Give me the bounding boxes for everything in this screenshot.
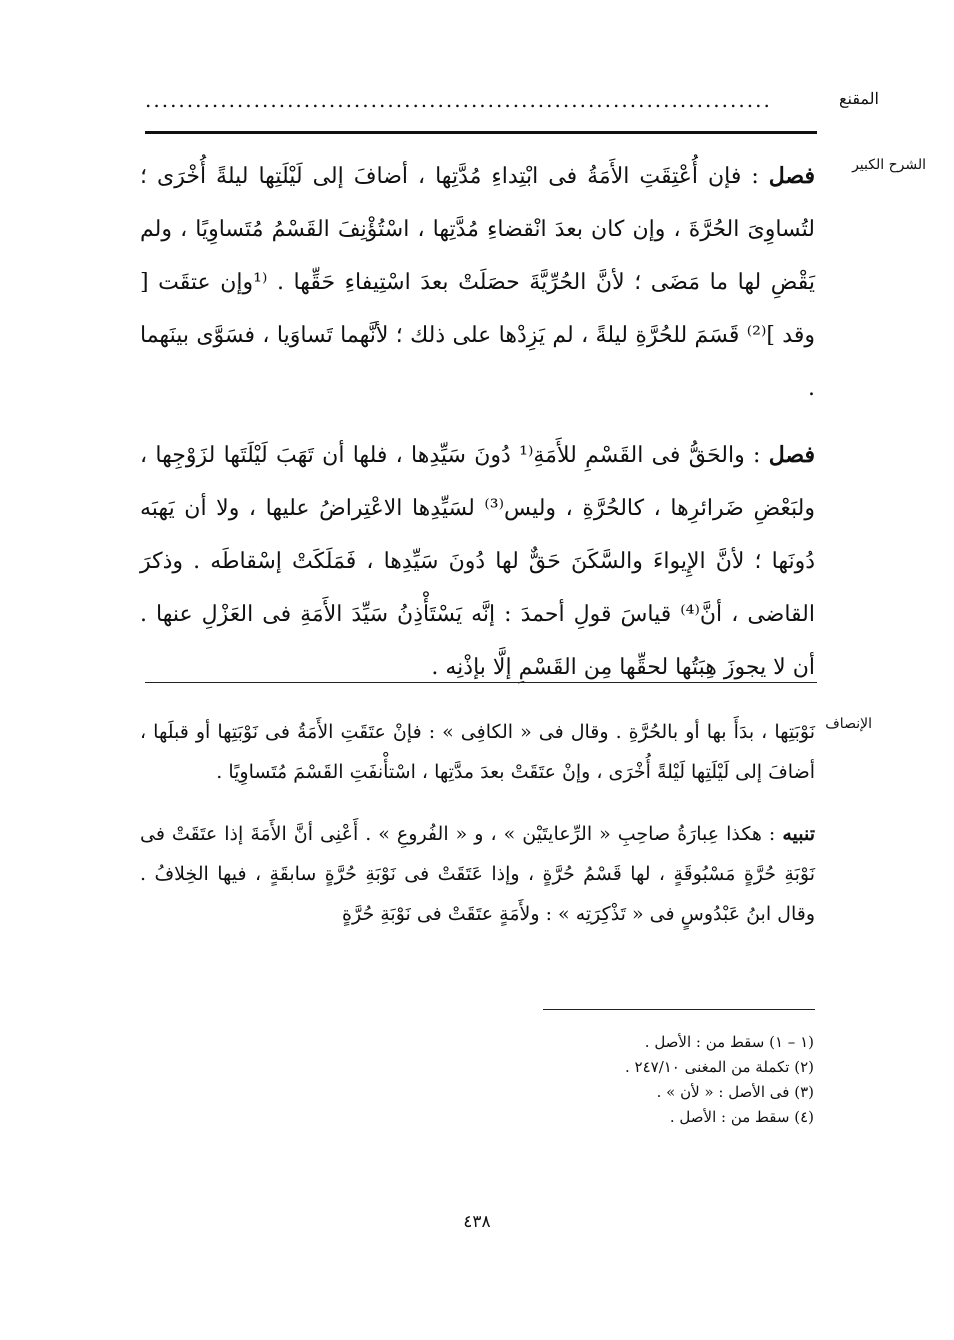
footnote-2: (٢) تكملة من المغنى ٢٤٧/١٠ . — [624, 1058, 814, 1076]
section-label-insaf: الإنصاف — [825, 716, 872, 732]
book-title: المقنع — [838, 89, 879, 108]
header-rule — [145, 131, 817, 134]
insaf-paragraph-1: نَوْبَتِها ، بدَأَ بها أو بالحُرَّةِ . وقال فى « الكافِى » : فإنْ عتَقَتِ الأَمَةُ فى نَوْبَتِها أو قبلَها ، أضافَ إلى لَيْلَتِها لَيْلةً أُخْرَى ، وإنْ عتَقَتْ بعدَ مدَّتِها ، اسْتأْنفَتِ القَسْمَ مُتَساوِيًا . — [140, 721, 815, 783]
tanbih-heading: تنبيه — [782, 823, 815, 845]
paragraph-1 — [140, 150, 815, 415]
paragraph-2 — [140, 429, 815, 694]
section-label-sharh: الشرح الكبير — [852, 157, 926, 173]
fasl-heading-2: فصل — [768, 442, 816, 468]
footnote-3: (٣) فى الأصل : « لأن » . — [656, 1083, 814, 1101]
footnotes — [414, 1030, 814, 1130]
fasl-heading-1: فصل — [768, 163, 815, 189]
footnote-rule — [543, 1009, 815, 1010]
page-number: ٤٣٨ — [463, 1212, 491, 1232]
footnote-1: (١ – ١) سقط من : الأصل . — [644, 1033, 814, 1051]
section-divider — [145, 682, 817, 683]
insaf-paragraph-2-body: : هكذا عِبارَةُ صاحِبِ « الرِّعايتَيْن » ، و « الفُروعِ » . أَعْنِى أنَّ الأَمَةَ إذا عتَقَتْ فى نَوْبَةِ حُرَّةٍ مَسْبُوقَةٍ ، لها قَسْمُ حُرَّةٍ ، وإذا عَتَقَتْ فى نَوْبَةِ حُرَّةٍ سابقَةٍ ، فيها الخِلافُ . وقال ابنُ عَبْدُوسٍ فى « تَذْكِرَتِه » : ولأَمَةٍ عتَقَتْ فى نَوْبَةِ حُرَّةٍ — [140, 823, 815, 925]
paragraph-2-body: : والحَقُّ فى القَسْمِ للأَمَةِ⁽¹ دُونَ سَيِّدِها ، فلها أن تَهَبَ لَيْلَتَها لزَوْجِها ، ولبَعْضِ ضَرائرِها ، كالحُرَّةِ ، وليس⁽³⁾ لسَيِّدِها الاعْتِراضُ عليها ، ولا أن يَهبَه دُونَها ؛ لأنَّ الإِيواءَ والسَّكَنَ حَقٌّ لها دُونَ سَيِّدِها ، فَمَلَكَتْ إسْقاطَه . وذكرَ القاضى ، أنَّ⁽⁴⁾ قياسَ قولِ أحمدَ : إنَّه يَسْتَأْذِنُ سَيِّدَ الأَمَةِ فى العَزْلِ عنها . أن لا يجوزَ هِبَتُها لحقِّها مِن القَسْمِ إلَّا بإذْنِه . — [140, 443, 815, 680]
footnote-4: (٤) سقط من : الأصل . — [669, 1108, 814, 1126]
paragraph-1-body: : فإن أُعْتِقَتِ الأَمَةُ فى ابْتِداءِ مُدَّتِها ، أضافَ إلى لَيْلَتِها ليلةً أُخْرَى ؛ لتُساوِىَ الحُرَّةَ ، وإن كان بعدَ انْقضاءِ مُدَّتِها ، اسْتُؤْنِفَ القَسْمُ مُتَساوِيًا ، ولم يَقْضِ لها ما مَضَى ؛ لأنَّ الحُرِّيَّةَ حصَلَتْ بعدَ اسْتِيفاءِ حَقِّها . ⁽¹وإن عتقَت [ وقد ]⁽²⁾ قَسَمَ للحُرَّةِ ليلةً ، لم يَزِدْها على ذلك ؛ لأنَّهما تَساوَيا ، فسَوَّى بينَهما . — [140, 164, 815, 401]
insaf-text-block — [140, 712, 815, 934]
sharh-text-block — [140, 150, 815, 694]
header-dotted-leader: ........................................................................... — [145, 88, 772, 112]
insaf-paragraph-2 — [140, 814, 815, 934]
